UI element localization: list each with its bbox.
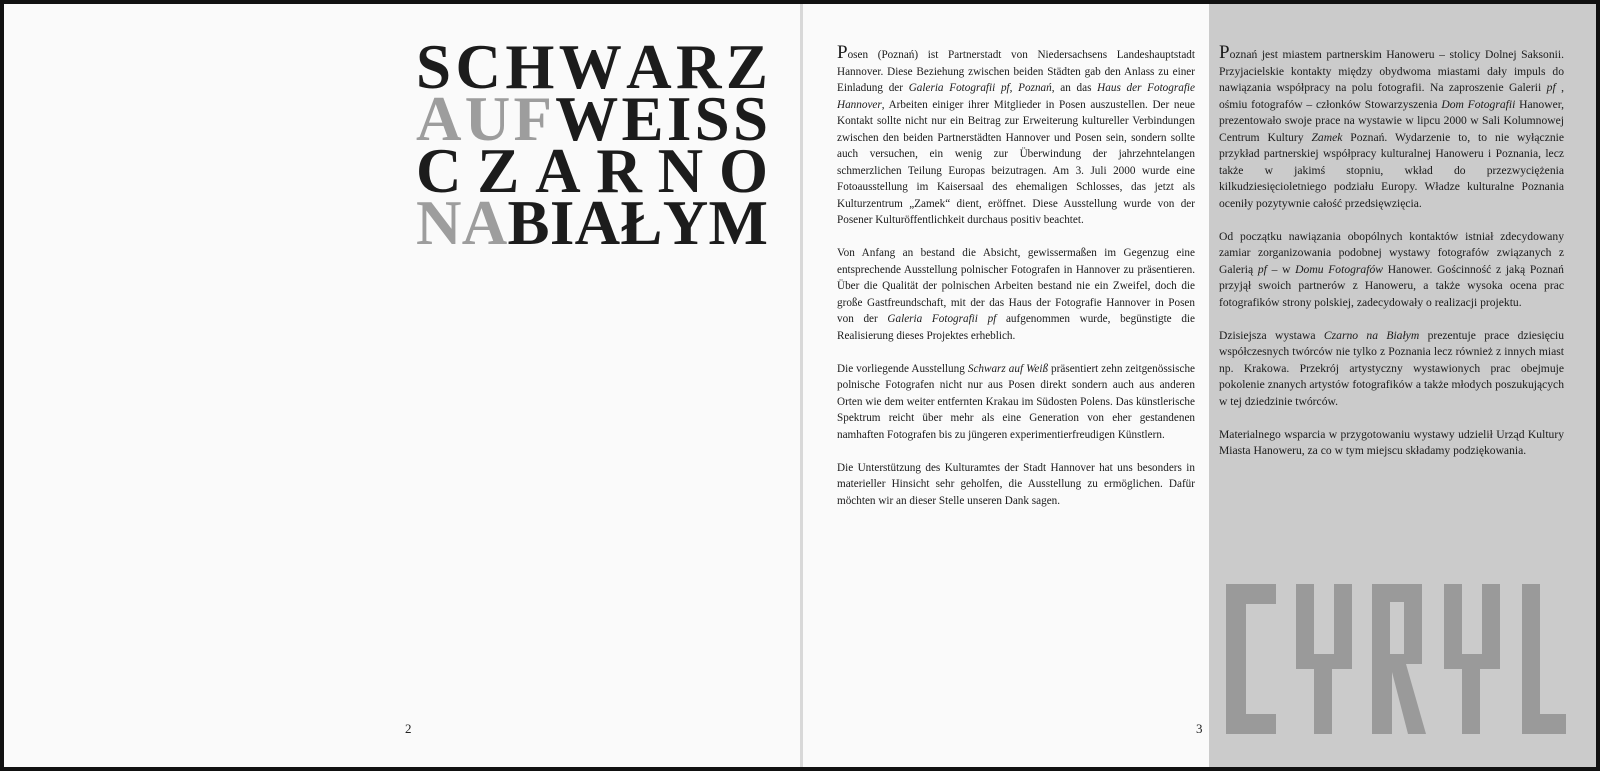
polish-paragraph-2 — [1219, 229, 1564, 312]
text-run: Poznań. Wydarzenie to, to nie wyłącznie przykład partnerskiej współpracy kulturalnej Hanoweru i Poznania, lecz także w jakimś stopniu, wkład do przezwyciężenia kilkudziesięcioletniego podziału Europy. Władze kulturalne Poznania oceniły pozytywnie całość przedsięwzięcia. — [1219, 130, 1565, 210]
polish-paragraph-1 — [1219, 42, 1565, 212]
text-run: , an das — [1051, 82, 1098, 94]
text-run: Die vorliegende Ausstellung — [837, 362, 968, 375]
title-letter: A — [535, 136, 581, 206]
title-letter: R — [596, 136, 642, 206]
title-letter: N — [657, 136, 704, 206]
italic-run: Czarno na Białym — [1323, 328, 1420, 342]
text-run: Hanower, prezentowało swoje prace na wystawie w lipcu 2000 w Sali Kolumnowej Centrum Kultury — [1219, 97, 1565, 144]
page-number-left: 2 — [405, 721, 412, 736]
polish-text-column — [1219, 42, 1565, 476]
title-letter: H — [505, 32, 555, 102]
exhibition-title — [416, 32, 768, 258]
german-paragraph-1 — [837, 42, 1195, 229]
text-run: Von Anfang an bestand die Absicht, gewissermaßen im Gegenzug eine entsprechende Ausstellung polnischer Fotografen in Hannover zu präsentieren. Über die Qualität der polnischen Arbeiten bestand nie ein Zweifel, doch die große Gastfreundschaft, mit der das Haus der Fotografie Hannover in Posen von der — [837, 247, 1195, 325]
title-letter: I — [666, 84, 692, 154]
page-number-right: 3 — [1196, 721, 1203, 736]
text-run: präsentiert zehn zeitgenössische polnische Fotografen nicht nur aus Posen direkt sondern auch aus anderen Orten wie dem weiter entfernten Krakau im Südosten Polens. Das künstlerische Spektrum reicht über mehr als eine Generation von eher gestandenen namhaften Fotografen bis zu jüngeren experimentierfreudigen Künstlern. — [837, 362, 1196, 441]
german-paragraph-2 — [837, 245, 1195, 344]
italic-run: Galeria Fotografii pf, Poznań — [908, 82, 1052, 94]
title-letter: S — [732, 84, 768, 154]
title-letter: A — [626, 32, 672, 102]
text-run: prezentuje prace dziesięciu współczesnych twórców nie tylko z Poznania lecz również z innych miast np. Krakowa. Przekrój artystyczny wystawionych prac obejmuje pokolenie znanych artystów fotografików a także młodych poszukujących w tej dziedzinie twórców. — [1219, 328, 1564, 408]
text-run: Od początku nawiązania obopólnych kontaktów istniał zdecydowany zamiar zorganizowania podobnej wystawy fotografów związanych z Galerią — [1219, 229, 1564, 276]
italic-run: Dom Fotografii — [1441, 97, 1516, 111]
title-letter: M — [708, 188, 768, 258]
polish-paragraph-3 — [1219, 328, 1564, 411]
title-line-aufweiss — [416, 84, 768, 154]
german-paragraph-3 — [837, 361, 1195, 444]
title-letter: A — [574, 188, 621, 258]
title-letter: C — [416, 136, 462, 206]
drop-cap: P — [837, 42, 848, 63]
title-letter: C — [455, 32, 501, 102]
title-letter: W — [555, 84, 619, 154]
text-run: Dzisiejsza wystawa — [1219, 328, 1324, 342]
italic-run: Zamek — [1311, 130, 1343, 144]
text-run: Hanower. Gościnność z jaką Poznań przyjął swoich partnerów z Hanoweru, a także wysoka ocena prac fotografików strony polskiej, zadecydowały o realizacji projektu. — [1219, 262, 1564, 309]
german-paragraph-4 — [837, 460, 1195, 510]
title-letter-grey: A — [461, 188, 508, 258]
title-line-nabialym — [416, 188, 768, 258]
title-letter: S — [694, 84, 730, 154]
italic-run: Schwarz auf Weiß — [967, 362, 1049, 375]
title-letter-grey: A — [416, 84, 462, 154]
italic-run: Galeria Fotografii pf — [887, 313, 997, 325]
title-letter-grey: N — [416, 188, 462, 258]
title-letter-grey: U — [464, 84, 511, 154]
text-run: , Arbeiten einiger ihrer Mitglieder in Posen auszustellen. Der neue Kontakt sollte nicht nur ein Beitrag zur Erweiterung kultureller Verbindungen zwischen den beiden Partnerstädten Hannover und Posen sein, sondern sollte auch versuchen, ein wenig zur Überwindung der jahrzehntelangen schmerzlichen Teilung Europas beizutragen. Am 3. Juli 2000 wurde eine Fotoausstellung im Kaisersaal des ehemaligen Schlosses, das jetzt als Kulturzentrum „Zamek“ dient, eröffnet. Diese Ausstellung wurde von der Posener Kulturöffentlichkeit durchaus positiv beachtet. — [837, 98, 1195, 226]
italic-run: pf — [1546, 81, 1556, 94]
title-letter: Z — [477, 136, 520, 206]
text-run: – w — [1266, 262, 1296, 276]
left-page — [4, 4, 800, 767]
italic-run: Haus der Fotografie Hannover — [837, 82, 1195, 111]
title-letter: Ł — [620, 188, 663, 258]
italic-run: pf — [1257, 262, 1267, 276]
text-run: , ośmiu fotografów – członków Stowarzyszenia — [1219, 81, 1564, 111]
title-letter: Y — [662, 188, 709, 258]
title-letter: S — [416, 32, 452, 102]
title-letter: B — [507, 188, 550, 258]
german-text-column — [837, 42, 1196, 526]
cyryl-logo — [1226, 584, 1566, 734]
text-run: Die Unterstützung des Kulturamtes der Stadt Hannover hat uns besonders in materieller Hinsicht sehr geholfen, die Ausstellung zu ermöglichen. Dafür möchten wir an dieser Stelle unseren Dank sagen. — [837, 461, 1195, 507]
text-run: osen (Poznań) ist Partnerstadt von Niedersachsens Landeshauptstadt Hannover. Diese Beziehung zwischen beiden Städten gab den Anlass zu einer Einladung der — [837, 49, 1195, 94]
text-run: aufgenommen wurde, begünstigte die Realisierung dieses Projektes erheblich. — [837, 313, 1195, 342]
right-page — [803, 4, 1596, 767]
text-run: oznań jest miastem partnerskim Hanoweru – stolicy Dolnej Saksonii. Przyjacielskie kontakty między obydwoma miastami dały impuls do nawiązania współpracy na polu fotografii. Na zaproszenie Galerii — [1219, 48, 1564, 94]
title-letter: R — [676, 32, 722, 102]
text-run: Materialnego wsparcia w przygotowaniu wystawy udzielił Urząd Kultury Miasta Hanoweru, za co w tym miejscu składamy podziękowania. — [1219, 427, 1564, 457]
drop-cap: P — [1219, 42, 1230, 63]
title-letter: I — [549, 188, 575, 258]
title-letter: E — [621, 84, 664, 154]
title-letter: W — [558, 32, 622, 102]
italic-run: Domu Fotografów — [1295, 262, 1383, 276]
title-letter: O — [718, 136, 768, 206]
title-letter: Z — [725, 32, 768, 102]
polish-paragraph-4 — [1219, 427, 1564, 460]
title-letter-grey: F — [513, 84, 553, 154]
